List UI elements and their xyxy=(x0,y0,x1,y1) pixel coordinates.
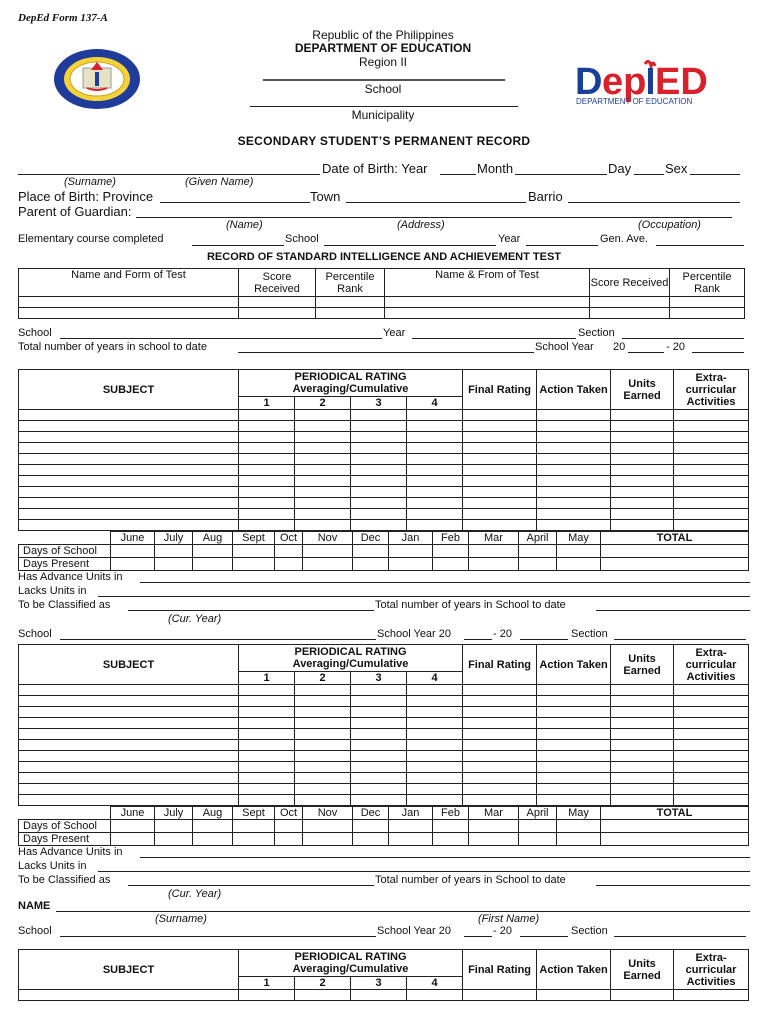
days-present-label: Days Present xyxy=(19,833,111,846)
deped-logo xyxy=(575,58,737,111)
sy-to-field-2[interactable] xyxy=(520,639,568,640)
month-june: June xyxy=(111,807,155,820)
section-field[interactable] xyxy=(622,338,744,339)
subject-row[interactable] xyxy=(19,795,749,806)
school-field-3[interactable] xyxy=(60,936,376,937)
lacks-units-field[interactable] xyxy=(98,871,750,872)
subject-row[interactable] xyxy=(19,751,749,762)
attendance-table xyxy=(18,531,749,571)
test-header: Name and Form of Test xyxy=(19,269,239,297)
grade-table xyxy=(18,644,749,806)
units-earned-header: Units Earned xyxy=(611,370,674,410)
averaging-header: Averaging/Cumulative xyxy=(292,658,409,670)
barrio-field[interactable] xyxy=(568,202,740,203)
quarter-4-header: 4 xyxy=(407,397,463,410)
school-year-label-3: School Year 20 xyxy=(377,925,452,937)
section-field-2[interactable] xyxy=(614,639,746,640)
month-mar: Mar xyxy=(469,807,519,820)
section-label: Section xyxy=(578,327,615,339)
month-july: July xyxy=(155,807,193,820)
dob-label: Date of Birth: Year xyxy=(322,161,428,176)
subject-row[interactable] xyxy=(19,454,749,465)
month-april: April xyxy=(519,807,557,820)
month-sept: Sept xyxy=(233,532,275,545)
pob-label: Place of Birth: Province xyxy=(18,189,154,204)
days-present-row[interactable] xyxy=(19,833,749,846)
quarter-2-header: 2 xyxy=(295,397,351,410)
subject-row[interactable] xyxy=(19,729,749,740)
address-caption: (Address) xyxy=(397,219,445,231)
svg-text:DEPARTMENT OF EDUCATION: DEPARTMENT OF EDUCATION xyxy=(576,97,693,106)
month-jan: Jan xyxy=(389,807,433,820)
subject-row[interactable] xyxy=(19,421,749,432)
classified-field[interactable] xyxy=(128,610,374,611)
surname-caption-2: (Surname) xyxy=(155,913,207,925)
quarter-1-header: 1 xyxy=(239,397,295,410)
subject-row[interactable] xyxy=(19,465,749,476)
test-row[interactable] xyxy=(19,297,745,308)
units-earned-header: Units Earned xyxy=(611,645,674,685)
units-earned-header: Units Earned xyxy=(611,950,674,990)
month-field[interactable] xyxy=(515,174,607,175)
year-to-field[interactable] xyxy=(692,352,744,353)
days-of-school-label: Days of School xyxy=(19,545,111,558)
subject-row[interactable] xyxy=(19,520,749,531)
month-july: July xyxy=(155,532,193,545)
classified-label: To be Classified as xyxy=(18,874,111,886)
sex-field[interactable] xyxy=(690,174,740,175)
given-name-caption: (Given Name) xyxy=(185,176,254,188)
sy-from-field-3[interactable] xyxy=(464,936,492,937)
action-taken-header: Action Taken xyxy=(537,645,611,685)
subject-row[interactable] xyxy=(19,476,749,487)
subject-row[interactable] xyxy=(19,410,749,421)
month-nov: Nov xyxy=(303,807,353,820)
header-school-line xyxy=(263,79,505,81)
subject-header: SUBJECT xyxy=(19,370,239,410)
subject-row[interactable] xyxy=(19,740,749,751)
barrio-label: Barrio xyxy=(528,189,563,204)
grade-table xyxy=(18,369,749,531)
sy-dash-2: - 20 xyxy=(493,628,512,640)
quarter-4-header: 4 xyxy=(407,672,463,685)
days-of-school-label: Days of School xyxy=(19,820,111,833)
cur-year-caption: (Cur. Year) xyxy=(168,888,222,900)
periodical-header: PERIODICAL RATING xyxy=(294,371,407,383)
total-years-school-label: Total number of years in School to date xyxy=(375,599,566,611)
year-prefix-dash20: - 20 xyxy=(666,341,685,353)
test-title: RECORD OF STANDARD INTELLIGENCE AND ACHIEVEMENT TEST xyxy=(206,251,562,263)
final-rating-header: Final Rating xyxy=(463,645,537,685)
month-may: May xyxy=(557,532,601,545)
month-may: May xyxy=(557,807,601,820)
test-table xyxy=(18,268,745,319)
gen-ave-label: Gen. Ave. xyxy=(600,233,649,245)
sy-dash-3: - 20 xyxy=(493,925,512,937)
quarter-3-header: 3 xyxy=(351,672,407,685)
month-label: Month xyxy=(477,161,514,176)
sex-label: Sex xyxy=(665,161,688,176)
subject-row[interactable] xyxy=(19,990,749,1001)
form-code: DepEd Form 137-A xyxy=(18,12,108,24)
quarter-2-header: 2 xyxy=(295,672,351,685)
dob-year-field[interactable] xyxy=(440,174,476,175)
town-label: Town xyxy=(310,189,341,204)
subject-row[interactable] xyxy=(19,443,749,454)
school-label-3: School xyxy=(18,925,52,937)
test-header: Percentile Rank xyxy=(316,269,385,297)
days-present-row[interactable] xyxy=(19,558,749,571)
gen-ave-field[interactable] xyxy=(656,245,744,246)
month-sept: Sept xyxy=(233,807,275,820)
school-field-2[interactable] xyxy=(60,639,376,640)
test-header: Score Received xyxy=(590,269,670,297)
sy-to-field-3[interactable] xyxy=(520,936,568,937)
header-region: Region II xyxy=(358,55,408,69)
periodical-header: PERIODICAL RATING xyxy=(294,646,407,658)
school-label: School xyxy=(18,327,52,339)
total-years-field[interactable] xyxy=(238,352,534,353)
month-nov: Nov xyxy=(303,532,353,545)
surname-caption: (Surname) xyxy=(64,176,116,188)
month-april: April xyxy=(519,532,557,545)
header-republic: Republic of the Philippines xyxy=(312,28,454,42)
classified-field[interactable] xyxy=(128,885,374,886)
section-label-2: Section xyxy=(571,628,608,640)
extra-curricular-header: Extra-curricular Activities xyxy=(674,370,749,410)
subject-row[interactable] xyxy=(19,498,749,509)
quarter-3-header: 3 xyxy=(351,397,407,410)
averaging-header: Averaging/Cumulative xyxy=(292,383,409,395)
action-taken-header: Action Taken xyxy=(537,950,611,990)
parent-label: Parent of Guardian: xyxy=(18,204,132,219)
deped-seal-icon xyxy=(53,48,141,110)
first-name-caption: (First Name) xyxy=(478,913,540,925)
sy-from-field-2[interactable] xyxy=(464,639,492,640)
subject-row[interactable] xyxy=(19,509,749,520)
test-header: Name & From of Test xyxy=(385,269,590,297)
advance-units-field[interactable] xyxy=(140,857,750,858)
lacks-units-label: Lacks Units in xyxy=(18,860,87,872)
occupation-caption: (Occupation) xyxy=(638,219,701,231)
quarter-2-header: 2 xyxy=(295,977,351,990)
header-muni-line xyxy=(250,106,518,107)
month-oct: Oct xyxy=(275,807,303,820)
elem-school-field[interactable] xyxy=(324,245,496,246)
name-field-2[interactable] xyxy=(56,911,750,912)
school-year-label: School Year xyxy=(535,341,594,353)
days-of-school-row[interactable] xyxy=(19,545,749,558)
subject-header: SUBJECT xyxy=(19,645,239,685)
total-years-school-label: Total number of years in School to date xyxy=(375,874,566,886)
total-years-label: Total number of years in school to date xyxy=(18,341,207,353)
name-label: NAME xyxy=(18,900,51,912)
action-taken-header: Action Taken xyxy=(537,370,611,410)
elem-year-label: Year xyxy=(498,233,521,245)
days-present-label: Days Present xyxy=(19,558,111,571)
test-row[interactable] xyxy=(19,308,745,319)
province-field[interactable] xyxy=(160,202,310,203)
year-field[interactable] xyxy=(412,338,576,339)
days-of-school-row[interactable] xyxy=(19,820,749,833)
subject-row[interactable] xyxy=(19,707,749,718)
month-mar: Mar xyxy=(469,532,519,545)
name-caption: (Name) xyxy=(226,219,263,231)
month-dec: Dec xyxy=(353,532,389,545)
quarter-4-header: 4 xyxy=(407,977,463,990)
classified-label: To be Classified as xyxy=(18,599,111,611)
month-aug: Aug xyxy=(193,807,233,820)
quarter-3-header: 3 xyxy=(351,977,407,990)
lacks-units-label: Lacks Units in xyxy=(18,585,87,597)
month-oct: Oct xyxy=(275,532,303,545)
month-june: June xyxy=(111,532,155,545)
elem-label: Elementary course completed xyxy=(18,233,164,245)
day-field[interactable] xyxy=(634,174,664,175)
elem-year-field[interactable] xyxy=(526,245,598,246)
extra-curricular-header: Extra-curricular Activities xyxy=(674,950,749,990)
total-years-school-field[interactable] xyxy=(596,610,750,611)
elem-field[interactable] xyxy=(192,245,284,246)
section-field-3[interactable] xyxy=(614,936,746,937)
quarter-1-header: 1 xyxy=(239,977,295,990)
subject-header: SUBJECT xyxy=(19,950,239,990)
subject-row[interactable] xyxy=(19,696,749,707)
name-field[interactable] xyxy=(18,174,320,175)
month-feb: Feb xyxy=(433,807,469,820)
advance-units-label: Has Advance Units in xyxy=(18,571,123,583)
year-prefix-20: 20 xyxy=(613,341,626,353)
elem-school-label: School xyxy=(285,233,319,245)
subject-row[interactable] xyxy=(19,432,749,443)
svg-text:D: D xyxy=(575,61,603,103)
advance-units-field[interactable] xyxy=(140,582,750,583)
svg-text:ep: ep xyxy=(602,61,647,103)
month-feb: Feb xyxy=(433,532,469,545)
subject-row[interactable] xyxy=(19,487,749,498)
svg-text:ED: ED xyxy=(655,61,708,103)
year-label: Year xyxy=(383,327,406,339)
periodical-header: PERIODICAL RATING xyxy=(294,951,407,963)
total-years-school-field[interactable] xyxy=(596,885,750,886)
month-dec: Dec xyxy=(353,807,389,820)
subject-row[interactable] xyxy=(19,685,749,696)
form-title: SECONDARY STUDENT’S PERMANENT RECORD xyxy=(237,134,531,148)
cur-year-caption: (Cur. Year) xyxy=(168,613,222,625)
school-label-2: School xyxy=(18,628,52,640)
year-from-field[interactable] xyxy=(628,352,664,353)
header-department: DEPARTMENT OF EDUCATION xyxy=(294,41,472,55)
lacks-units-field[interactable] xyxy=(98,596,750,597)
subject-row[interactable] xyxy=(19,784,749,795)
header-municipality: Municipality xyxy=(351,108,415,122)
test-header: Score Received xyxy=(239,269,316,297)
school-field[interactable] xyxy=(60,338,382,339)
town-field[interactable] xyxy=(346,202,526,203)
final-rating-header: Final Rating xyxy=(463,370,537,410)
parent-field[interactable] xyxy=(136,217,732,218)
advance-units-label: Has Advance Units in xyxy=(18,846,123,858)
quarter-1-header: 1 xyxy=(239,672,295,685)
subject-row[interactable] xyxy=(19,773,749,784)
section-label-3: Section xyxy=(571,925,608,937)
header-school: School xyxy=(364,82,402,96)
test-header: Percentile Rank xyxy=(670,269,745,297)
subject-row[interactable] xyxy=(19,718,749,729)
subject-row[interactable] xyxy=(19,762,749,773)
extra-curricular-header: Extra-curricular Activities xyxy=(674,645,749,685)
school-year-label-2: School Year 20 xyxy=(377,628,452,640)
month-aug: Aug xyxy=(193,532,233,545)
month-jan: Jan xyxy=(389,532,433,545)
total-header: TOTAL xyxy=(601,532,749,545)
attendance-table xyxy=(18,806,749,846)
grade-table xyxy=(18,949,749,1001)
total-header: TOTAL xyxy=(601,807,749,820)
averaging-header: Averaging/Cumulative xyxy=(292,963,409,975)
day-label: Day xyxy=(608,161,632,176)
final-rating-header: Final Rating xyxy=(463,950,537,990)
